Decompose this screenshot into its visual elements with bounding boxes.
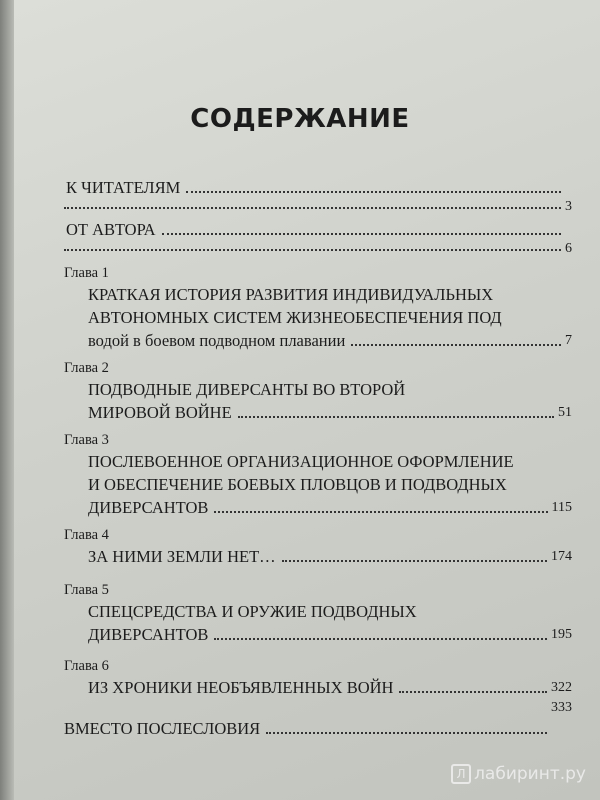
toc-entry-text: К ЧИТАТЕЛЯМ (66, 178, 181, 197)
chapter-title-last-line (64, 623, 572, 646)
leader-dots (64, 249, 561, 251)
page-number: 322 (551, 680, 572, 695)
chapter-title-line: ИЗ ХРОНИКИ НЕОБЪЯВЛЕННЫХ ВОЙН (88, 678, 394, 697)
page-number: 6 (565, 241, 572, 256)
chapter-title-line: водой в боевом подводном плавании (88, 331, 346, 350)
chapter-label: Глава 6 (64, 658, 109, 674)
chapter-label: Глава 2 (64, 360, 109, 376)
chapter-title-last-line (64, 676, 572, 699)
page-number: 333 (551, 700, 572, 715)
page-number: 7 (565, 333, 572, 348)
chapter-title-line: ПОСЛЕВОЕННОЕ ОРГАНИЗАЦИОННОЕ ОФОРМЛЕНИЕ (88, 452, 514, 471)
toc-entry-reader-page (64, 199, 572, 215)
toc-entry-text: ВМЕСТО ПОСЛЕСЛОВИЯ (64, 719, 261, 738)
toc-entry-text: ОТ АВТОРА (66, 220, 156, 239)
chapter-label: Глава 5 (64, 582, 109, 598)
chapter-title-line: КРАТКАЯ ИСТОРИЯ РАЗВИТИЯ ИНДИВИДУАЛЬНЫХ (88, 285, 494, 304)
page-number: 3 (565, 199, 572, 214)
page-number: 174 (551, 549, 572, 564)
page-number: 51 (558, 405, 572, 420)
leader-dots (399, 691, 547, 693)
leader-dots (238, 416, 554, 418)
chapter-title-line: ПОДВОДНЫЕ ДИВЕРСАНТЫ ВО ВТОРОЙ (88, 380, 406, 399)
chapter-title-last-line (64, 329, 572, 352)
chapter-title-line: ЗА НИМИ ЗЕМЛИ НЕТ… (88, 547, 276, 566)
toc-entry-author (66, 218, 572, 241)
leader-dots (214, 511, 547, 513)
watermark-logo (451, 764, 586, 784)
chapter-title-last-line (64, 401, 572, 424)
chapter-title-line: И ОБЕСПЕЧЕНИЕ БОЕВЫХ ПЛОВЦОВ И ПОДВОДНЫХ (88, 475, 507, 494)
leader-dots (351, 344, 561, 346)
chapter-label: Глава 3 (64, 432, 109, 448)
labirint-logo-icon: Л (451, 764, 471, 784)
toc-entry-afterword-page (64, 701, 572, 715)
toc-entry-afterword (64, 717, 572, 740)
leader-dots (162, 233, 561, 235)
toc-entry-reader (66, 176, 572, 199)
chapter-title-line: ДИВЕРСАНТОВ (88, 498, 209, 517)
leader-dots (266, 732, 547, 734)
table-of-contents (64, 176, 572, 740)
chapter-title-last-line (64, 545, 572, 568)
leader-dots (282, 560, 547, 562)
chapter-title-line: МИРОВОЙ ВОЙНЕ (88, 403, 232, 422)
chapter-title-line: ДИВЕРСАНТОВ (88, 625, 209, 644)
page-number: 195 (551, 627, 572, 642)
page-title: СОДЕРЖАНИЕ (190, 104, 410, 134)
chapter-title-line: АВТОНОМНЫХ СИСТЕМ ЖИЗНЕОБЕСПЕЧЕНИЯ ПОД (88, 308, 502, 327)
page-number: 115 (551, 500, 572, 515)
leader-dots (186, 191, 561, 193)
chapter-title-last-line (64, 496, 572, 519)
leader-dots (214, 638, 547, 640)
chapter-title-line: СПЕЦСРЕДСТВА И ОРУЖИЕ ПОДВОДНЫХ (88, 602, 417, 621)
chapter-label: Глава 1 (64, 265, 109, 281)
chapter-label: Глава 4 (64, 527, 109, 543)
leader-dots (64, 207, 561, 209)
watermark-text: лабиринт.ру (474, 764, 586, 784)
toc-entry-author-page (64, 241, 572, 257)
